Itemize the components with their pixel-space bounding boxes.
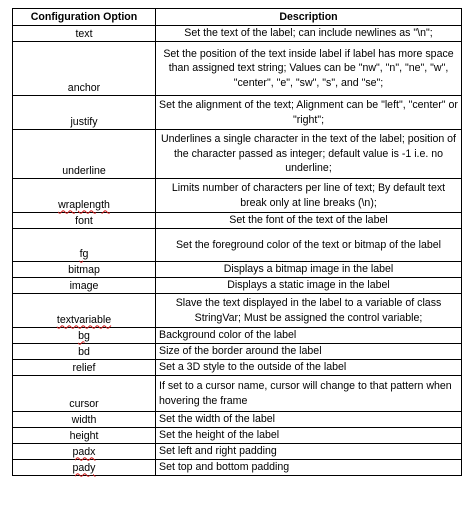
option-text: padx xyxy=(72,445,96,458)
table-row xyxy=(13,26,462,42)
option-text: fg xyxy=(79,247,89,260)
description-cell: Set the font of the text of the label xyxy=(156,213,462,229)
table-row xyxy=(13,262,462,278)
table-row xyxy=(13,344,462,360)
option-cell: anchor xyxy=(13,42,156,96)
option-cell: image xyxy=(13,278,156,294)
table-row xyxy=(13,213,462,229)
header-row xyxy=(13,9,462,26)
table-row xyxy=(13,96,462,130)
table-row xyxy=(13,278,462,294)
description-cell: Set the alignment of the text; Alignment can be "left", "center" or "right"; xyxy=(156,96,462,130)
option-cell: text xyxy=(13,26,156,42)
description-cell: Underlines a single character in the text of the label; position of the character passed as integer; default value is -1 i.e. no underline; xyxy=(156,130,462,179)
option-cell: underline xyxy=(13,130,156,179)
description-cell: Set the width of the label xyxy=(156,412,462,428)
table-row xyxy=(13,294,462,328)
description-cell: Set the height of the label xyxy=(156,428,462,444)
table-row xyxy=(13,428,462,444)
option-cell: justify xyxy=(13,96,156,130)
description-cell: Set the position of the text inside label if label has more space than assigned text string; Values can be "nw", "n", "ne", "w", "center", "e", "sw", "s", and "se"; xyxy=(156,42,462,96)
option-cell: font xyxy=(13,213,156,229)
description-cell: Size of the border around the label xyxy=(156,344,462,360)
description-cell: Background color of the label xyxy=(156,328,462,344)
table-row xyxy=(13,179,462,213)
description-cell: Limits number of characters per line of text; By default text break only at line breaks (\n); xyxy=(156,179,462,213)
option-cell xyxy=(13,294,156,328)
description-cell: Displays a bitmap image in the label xyxy=(156,262,462,278)
option-text: wraplength xyxy=(58,198,110,211)
description-cell: Slave the text displayed in the label to a variable of class StringVar; Must be assigned the control variable; xyxy=(156,294,462,328)
description-cell: Set a 3D style to the outside of the label xyxy=(156,360,462,376)
header-description: Description xyxy=(156,9,462,26)
description-cell: If set to a cursor name, cursor will change to that pattern when hovering the frame xyxy=(156,376,462,412)
option-cell xyxy=(13,460,156,476)
table-row xyxy=(13,412,462,428)
option-text: pady xyxy=(72,461,96,474)
option-cell xyxy=(13,444,156,460)
option-cell: height xyxy=(13,428,156,444)
table-row xyxy=(13,42,462,96)
description-cell: Set the foreground color of the text or bitmap of the label xyxy=(156,229,462,262)
option-cell: bd xyxy=(13,344,156,360)
table-row xyxy=(13,460,462,476)
option-cell: cursor xyxy=(13,376,156,412)
option-cell: relief xyxy=(13,360,156,376)
table-row xyxy=(13,229,462,262)
description-cell: Set the text of the label; can include newlines as "\n"; xyxy=(156,26,462,42)
table-row xyxy=(13,130,462,179)
option-cell xyxy=(13,179,156,213)
table-row xyxy=(13,328,462,344)
description-cell: Set top and bottom padding xyxy=(156,460,462,476)
table-row xyxy=(13,444,462,460)
option-cell: bitmap xyxy=(13,262,156,278)
table-row xyxy=(13,360,462,376)
description-cell: Set left and right padding xyxy=(156,444,462,460)
configuration-options-table xyxy=(12,8,462,476)
option-cell: width xyxy=(13,412,156,428)
option-cell xyxy=(13,328,156,344)
table-row xyxy=(13,376,462,412)
option-text: textvariable xyxy=(56,313,112,326)
option-cell xyxy=(13,229,156,262)
description-cell: Displays a static image in the label xyxy=(156,278,462,294)
header-configuration-option: Configuration Option xyxy=(13,9,156,26)
option-text: bg xyxy=(78,329,90,342)
